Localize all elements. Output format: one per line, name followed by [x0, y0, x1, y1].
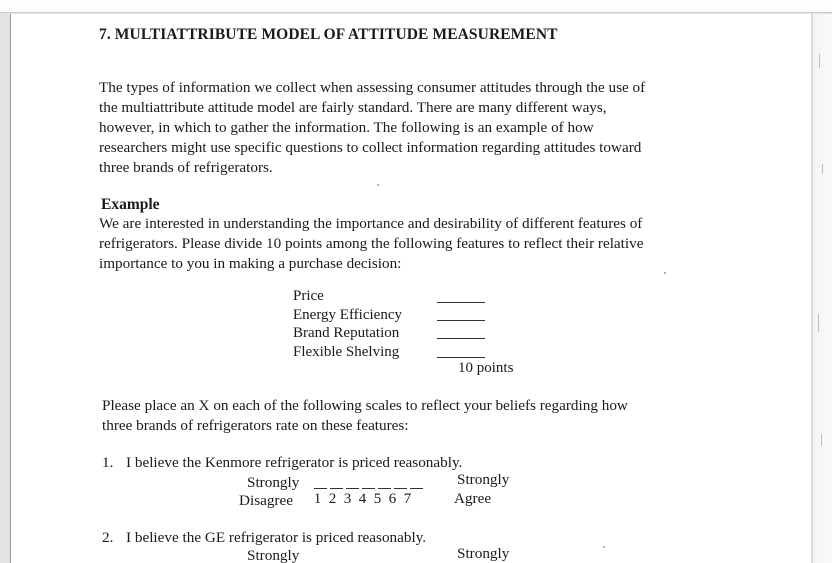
question-2	[102, 529, 426, 547]
instruction-line: Please place an X on each of the following scales to reflect your beliefs regarding how	[102, 397, 628, 414]
intro-line: researchers might use specific questions to collect information regarding attitudes toward	[99, 139, 642, 156]
instruction-line: three brands of refrigerators rate on these features:	[102, 417, 409, 434]
price-points-blank	[437, 302, 485, 303]
example-line: We are interested in understanding the importance and desirability of different features of	[99, 215, 643, 232]
scale-right-top: Strongly	[457, 545, 510, 562]
scale-instructions	[102, 396, 702, 436]
brand-points-blank	[437, 338, 485, 339]
rating-scale-numbers	[310, 491, 415, 508]
scale-right-top: Strongly	[457, 471, 510, 488]
feature-brand-reputation: Brand Reputation	[293, 325, 400, 341]
example-line: importance to you in making a purchase decision:	[99, 255, 402, 272]
rating-scale-blanks[interactable]	[314, 488, 423, 489]
points-total: 10 points	[458, 360, 514, 376]
intro-line: three brands of refrigerators.	[99, 159, 273, 176]
intro-line: The types of information we collect when assessing consumer attitudes through the use of	[99, 79, 646, 96]
scale-left-top: Strongly	[247, 547, 300, 563]
scale-value[interactable]: 7	[403, 491, 412, 507]
question-1	[102, 454, 462, 472]
scale-value[interactable]: 3	[343, 491, 352, 507]
question-number: 2.	[102, 529, 114, 546]
feature-flexible-shelving: Flexible Shelving	[293, 343, 400, 360]
question-text: I believe the Kenmore refrigerator is priced reasonably.	[126, 454, 463, 471]
scale-value[interactable]: 4	[358, 491, 367, 507]
scale-value[interactable]: 1	[313, 491, 322, 507]
scale-value[interactable]: 2	[328, 491, 337, 507]
scanned-page-edge	[812, 14, 832, 563]
example-line: refrigerators. Please divide 10 points among the following features to reflect their relative	[99, 235, 644, 252]
scan-speck	[377, 184, 379, 186]
example-heading: Example	[101, 196, 160, 213]
scale-value[interactable]: 5	[373, 491, 382, 507]
document-page	[10, 14, 811, 563]
scale-right-bottom: Agree	[454, 490, 492, 507]
scale-value[interactable]: 6	[388, 491, 397, 507]
feature-price: Price	[293, 288, 324, 304]
question-text: I believe the GE refrigerator is priced reasonably.	[126, 529, 427, 546]
example-paragraph	[99, 214, 699, 274]
section-title: 7. MULTIATTRIBUTE MODEL OF ATTITUDE MEASUREMENT	[99, 26, 558, 43]
scale-left-bottom: Disagree	[239, 492, 293, 509]
intro-paragraph	[99, 78, 699, 178]
energy-points-blank	[437, 320, 485, 321]
scale-left-top: Strongly	[247, 474, 300, 491]
scan-speck	[664, 272, 666, 274]
shelving-points-blank	[437, 357, 485, 358]
feature-list	[293, 287, 402, 361]
question-number: 1.	[102, 454, 114, 471]
intro-line: however, in which to gather the information. The following is an example of how	[99, 119, 594, 136]
scan-speck	[603, 546, 605, 548]
intro-line: the multiattribute attitude model are fairly standard. There are many different ways,	[99, 99, 607, 116]
previous-page-edge	[0, 0, 832, 13]
feature-energy-efficiency: Energy Efficiency	[293, 306, 402, 323]
